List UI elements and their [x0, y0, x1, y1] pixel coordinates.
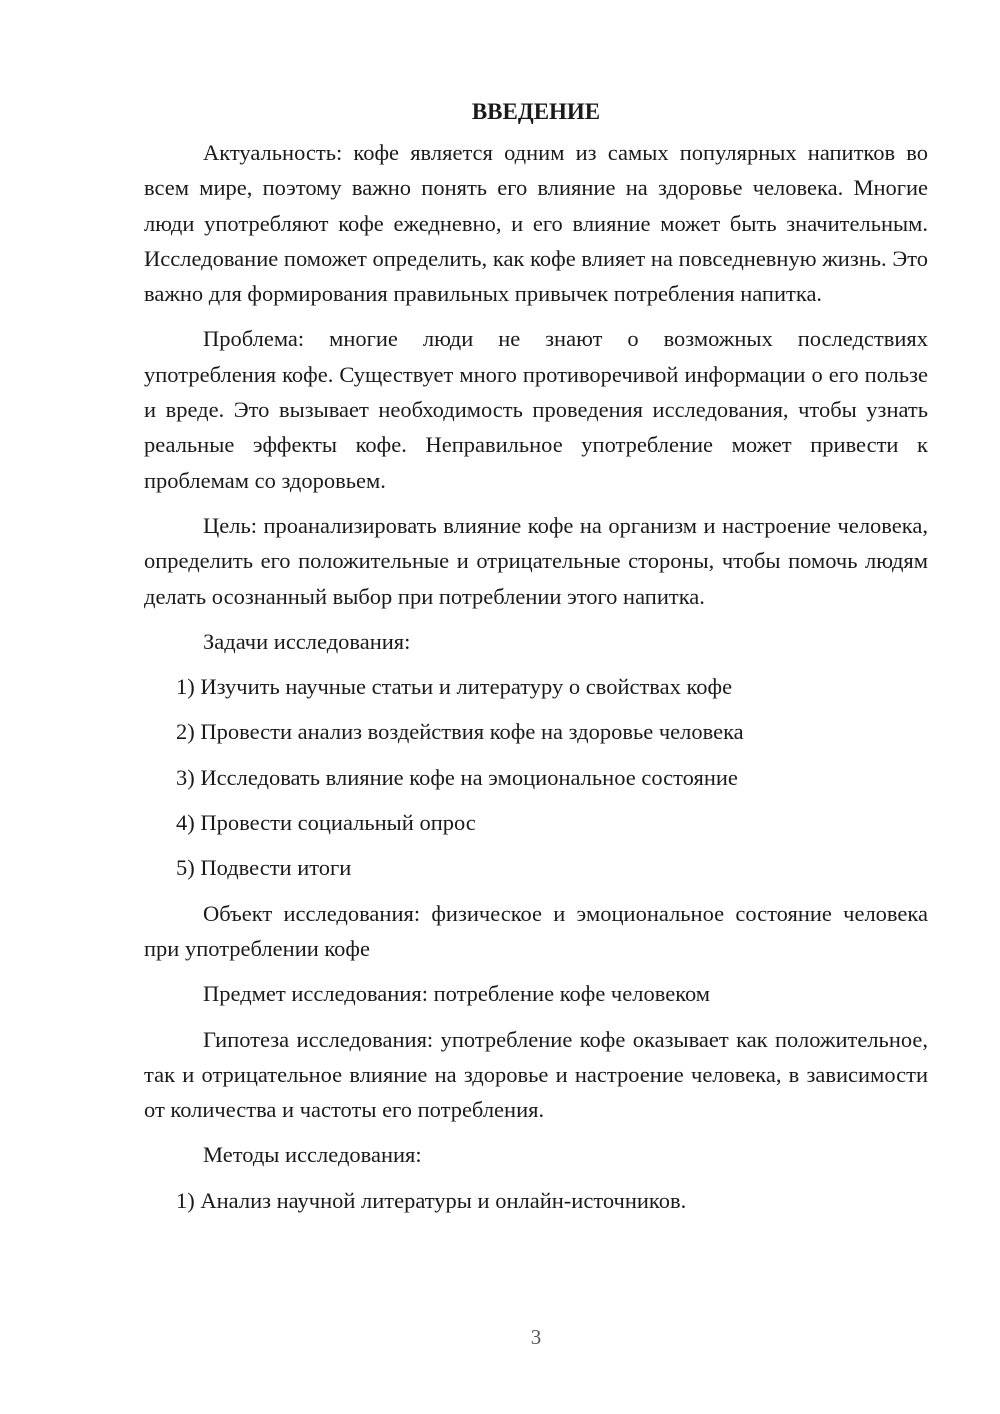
list-item: 2) Провести анализ воздействия кофе на здоровье человека: [176, 719, 744, 745]
document-page: [144, 94, 928, 1218]
relevance-paragraph: Актуальность: кофе является одним из самых популярных напитков во всем мире, поэтому важно понять его влияние на здоровье человека. Многие люди употребляют кофе ежедневно, и его влияние может быть значительным. Исследование поможет определить, как кофе влияет на повседневную жизнь. Это важно для формирования правильных привычек потребления напитка.: [144, 140, 928, 307]
methods-heading: Методы исследования:: [203, 1142, 422, 1168]
list-item: 5) Подвести итоги: [176, 855, 352, 881]
subject-paragraph: Предмет исследования: потребление кофе человеком: [203, 981, 711, 1007]
section-title: ВВЕДЕНИЕ: [471, 99, 601, 124]
goal-paragraph: Цель: проанализировать влияние кофе на организм и настроение человека, определить его положительные и отрицательные стороны, чтобы помочь людям делать осознанный выбор при потреблении этого напитка.: [144, 512, 928, 609]
object-paragraph: Объект исследования: физическое и эмоциональное состояние человека при употреблении кофе: [144, 900, 928, 961]
page-number: 3: [530, 1325, 542, 1349]
list-item: 1) Анализ научной литературы и онлайн-источников.: [176, 1187, 687, 1213]
hypothesis-paragraph: Гипотеза исследования: употребление кофе оказывает как положительное, так и отрицательное влияние на здоровье и настроение человека, в зависимости от количества и частоты его потребления.: [144, 1026, 928, 1123]
list-item: 4) Провести социальный опрос: [176, 810, 476, 836]
methods-list: [144, 1183, 928, 1218]
list-item: 1) Изучить научные статьи и литературу о свойствах кофе: [176, 674, 733, 700]
list-item: 3) Исследовать влияние кофе на эмоциональное состояние: [176, 764, 738, 790]
tasks-list: [144, 669, 928, 885]
tasks-heading: Задачи исследования:: [203, 628, 411, 654]
problem-paragraph: Проблема: многие люди не знают о возможных последствиях употребления кофе. Существует много противоречивой информации о его пользе и вреде. Это вызывает необходимость проведения исследования, чтобы узнать реальные эффекты кофе. Неправильное употребление может привести к проблемам со здоровьем.: [144, 326, 928, 493]
